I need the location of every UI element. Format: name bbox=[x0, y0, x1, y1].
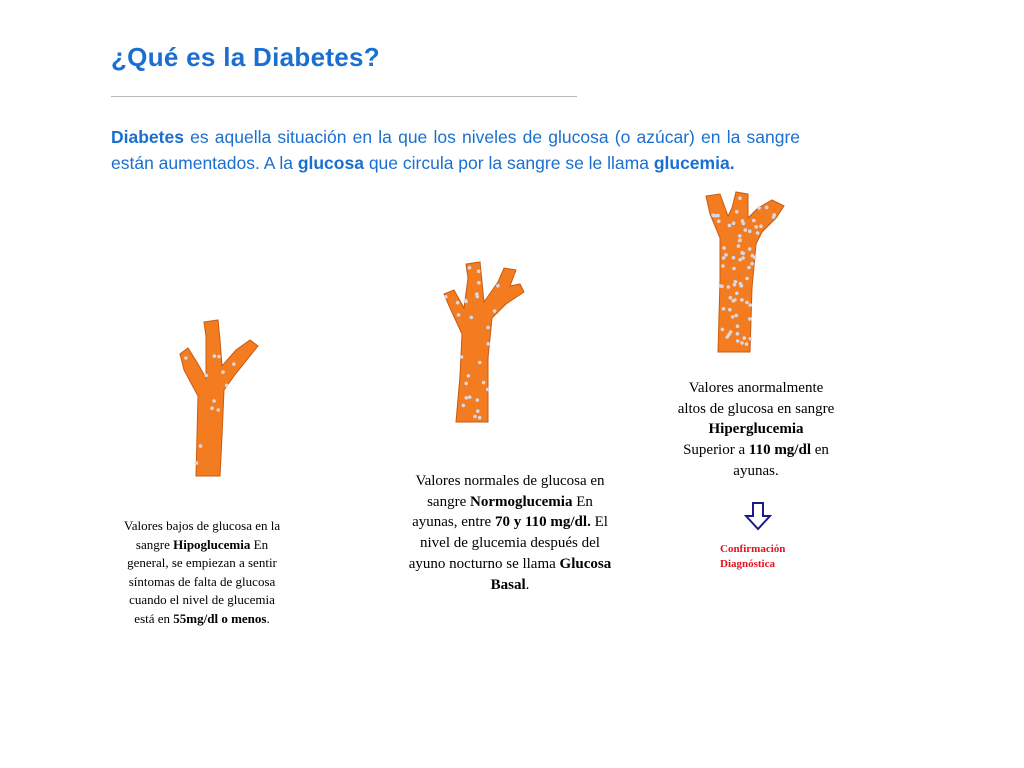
caption-low-threshold: 55mg/dl o menos bbox=[173, 610, 267, 626]
glucose-particle bbox=[232, 362, 236, 366]
glucose-particle bbox=[737, 244, 741, 248]
title-divider bbox=[111, 96, 577, 97]
glucose-particle bbox=[470, 316, 474, 320]
page-title: ¿Qué es la Diabetes? bbox=[111, 42, 380, 72]
glucose-particle bbox=[476, 398, 480, 402]
glucose-particle bbox=[719, 284, 723, 288]
glucose-particle bbox=[749, 337, 753, 341]
diagnostic-confirmation: Confirmación Diagnóstica bbox=[720, 543, 786, 570]
glucose-particle bbox=[727, 333, 731, 337]
glucose-particle bbox=[462, 404, 466, 408]
glucose-particle bbox=[740, 298, 744, 302]
glucose-particle bbox=[724, 253, 728, 257]
caption-normal-text-1: Valores normales de glucosa en sangre bbox=[415, 473, 605, 510]
glucose-particle bbox=[216, 408, 220, 412]
glucose-particle bbox=[738, 258, 742, 262]
glucose-particle bbox=[464, 382, 468, 386]
glucose-particle bbox=[759, 224, 763, 228]
glucose-particle bbox=[727, 285, 731, 289]
glucose-particle bbox=[738, 234, 742, 238]
vessel-normal-body bbox=[444, 262, 524, 422]
vessel-normal-illustration bbox=[438, 258, 530, 430]
glucose-particle bbox=[738, 196, 742, 200]
glucose-particle bbox=[722, 246, 726, 250]
intro-text-2: que circula por la sangre se le llama bbox=[363, 153, 654, 173]
glucose-particle bbox=[728, 224, 732, 228]
caption-low-term: Hipoglucemia bbox=[173, 536, 251, 552]
glucose-particle bbox=[738, 239, 742, 243]
glucose-particle bbox=[752, 219, 756, 223]
glucose-particle bbox=[468, 395, 472, 399]
caption-normal-term: Normoglucemia bbox=[470, 493, 573, 510]
glucose-particle bbox=[221, 370, 225, 374]
glucose-particle bbox=[217, 355, 221, 359]
glucose-particle bbox=[457, 313, 461, 317]
glucose-particle bbox=[745, 342, 749, 346]
intro-term-glucosa: glucosa bbox=[297, 153, 364, 173]
glucose-particle bbox=[465, 396, 469, 400]
caption-normal-basal: Glucosa Basal bbox=[490, 555, 612, 593]
glucose-particle bbox=[486, 326, 490, 330]
caption-low-text-3: . bbox=[266, 610, 270, 626]
caption-normal-text-3: El nivel de glucemia después del ayuno nocturno se llama bbox=[408, 514, 608, 572]
glucose-particle bbox=[772, 215, 776, 219]
glucose-particle bbox=[756, 231, 760, 235]
caption-high-text-3: en ayunas. bbox=[733, 442, 829, 479]
glucose-particle bbox=[736, 324, 740, 328]
glucose-particle bbox=[184, 356, 188, 360]
glucose-particle bbox=[754, 225, 758, 229]
down-arrow-icon bbox=[744, 501, 772, 531]
glucose-particle bbox=[482, 381, 486, 385]
glucose-particle bbox=[753, 256, 757, 260]
glucose-particle bbox=[476, 409, 480, 413]
glucose-particle bbox=[722, 256, 726, 260]
glucose-particle bbox=[733, 283, 737, 287]
glucose-particle bbox=[732, 267, 736, 271]
glucose-particle bbox=[745, 301, 749, 305]
glucose-particle bbox=[732, 256, 736, 260]
glucose-particle bbox=[213, 354, 217, 358]
caption-low-text-1: Valores bajos de glucosa en la sangre bbox=[123, 518, 281, 552]
glucose-particle bbox=[460, 355, 464, 359]
glucose-particle bbox=[748, 317, 752, 321]
caption-hyperglycemia bbox=[676, 378, 836, 482]
glucose-particle bbox=[721, 328, 725, 332]
glucose-particle bbox=[467, 374, 471, 378]
glucose-particle bbox=[743, 336, 747, 340]
glucose-particle bbox=[736, 339, 740, 343]
glucose-particle bbox=[732, 222, 736, 226]
glucose-particle bbox=[728, 308, 732, 312]
glucose-particle bbox=[748, 247, 752, 251]
glucose-particle bbox=[733, 298, 737, 302]
glucose-particle bbox=[477, 270, 481, 274]
intro-paragraph bbox=[111, 124, 800, 176]
glucose-particle bbox=[714, 214, 718, 218]
glucose-particle bbox=[757, 206, 761, 210]
glucose-particle bbox=[199, 444, 203, 448]
glucose-particle bbox=[731, 315, 735, 319]
caption-normal-text-2: En ayunas, entre bbox=[412, 493, 593, 531]
glucose-particle bbox=[475, 292, 479, 296]
glucose-particle bbox=[468, 266, 472, 270]
glucose-particle bbox=[486, 388, 490, 392]
glucose-particle bbox=[477, 281, 481, 285]
vessel-high-illustration bbox=[702, 188, 792, 356]
caption-high-text-2: Superior a bbox=[683, 442, 749, 459]
glucose-particle bbox=[456, 301, 460, 305]
glucose-particle bbox=[721, 264, 725, 268]
glucose-particle bbox=[212, 399, 216, 403]
glucose-particle bbox=[496, 284, 500, 288]
glucose-particle bbox=[473, 415, 477, 419]
glucose-particle bbox=[749, 303, 753, 307]
glucose-particle bbox=[722, 307, 726, 311]
glucose-particle bbox=[735, 210, 739, 214]
caption-normoglycemia bbox=[408, 471, 612, 595]
glucose-particle bbox=[741, 219, 745, 223]
glucose-particle bbox=[740, 341, 744, 345]
glucose-particle bbox=[735, 292, 739, 296]
glucose-particle bbox=[745, 277, 749, 281]
glucose-particle bbox=[740, 251, 744, 255]
caption-normal-text-4: . bbox=[525, 576, 530, 593]
caption-high-term: Hiperglucemia bbox=[708, 421, 804, 438]
caption-high-text-1: Valores anormalmente altos de glucosa en sangre bbox=[677, 380, 835, 417]
glucose-particle bbox=[464, 299, 468, 303]
glucose-particle bbox=[765, 206, 769, 210]
glucose-particle bbox=[750, 262, 754, 266]
glucose-particle bbox=[736, 332, 740, 336]
glucose-particle bbox=[444, 295, 448, 299]
glucose-particle bbox=[735, 314, 739, 318]
caption-high-threshold: 110 mg/dl bbox=[748, 442, 811, 459]
glucose-particle bbox=[744, 228, 748, 232]
glucose-particle bbox=[225, 384, 229, 388]
glucose-particle bbox=[478, 416, 482, 420]
glucose-particle bbox=[195, 461, 199, 465]
glucose-particle bbox=[747, 266, 751, 270]
glucose-particle bbox=[717, 220, 721, 224]
caption-normal-range: 70 y 110 mg/dl. bbox=[494, 514, 591, 531]
glucose-particle bbox=[210, 407, 214, 411]
intro-text-1: es aquella situación en la que los niveles de glucosa (o azúcar) en la sangre están aumentados. A la bbox=[111, 127, 800, 173]
glucose-particle bbox=[486, 342, 490, 346]
intro-term-glucemia: glucemia. bbox=[653, 153, 735, 173]
glucose-particle bbox=[748, 230, 752, 234]
intro-term-diabetes: Diabetes bbox=[111, 127, 184, 147]
glucose-particle bbox=[493, 309, 497, 313]
glucose-particle bbox=[478, 361, 482, 365]
glucose-particle bbox=[739, 282, 743, 286]
vessel-low-body bbox=[180, 320, 258, 476]
caption-hypoglycemia bbox=[118, 517, 286, 628]
glucose-particle bbox=[204, 374, 208, 378]
glucose-particle bbox=[729, 296, 733, 300]
caption-low-text-2: En general, se empiezan a sentir síntomas de falta de glucosa cuando el nivel de glucemia está en bbox=[127, 536, 277, 626]
vessel-low-illustration bbox=[176, 318, 262, 482]
